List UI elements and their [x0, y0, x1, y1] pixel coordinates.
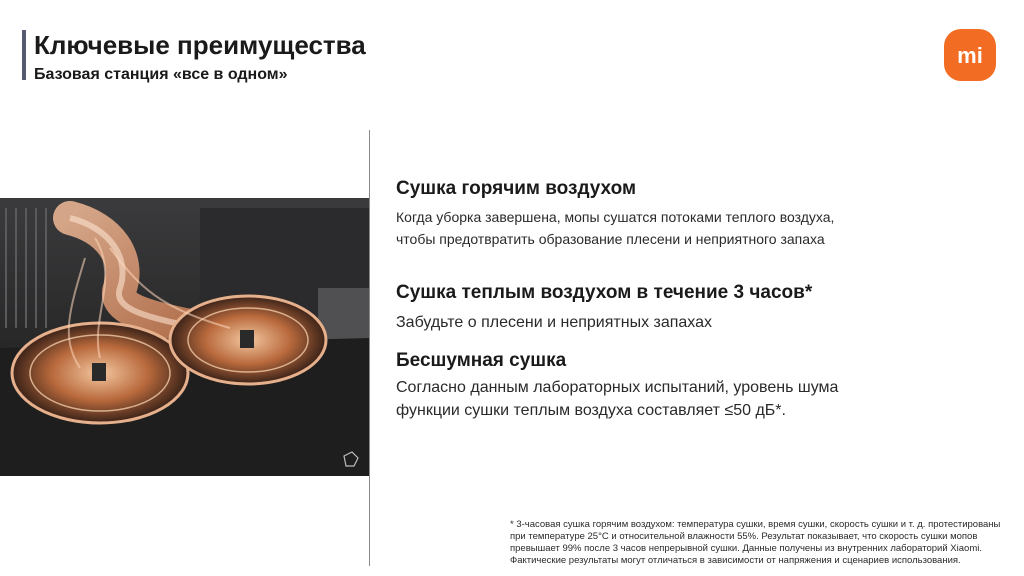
feature-silent-drying: [396, 348, 996, 422]
footnote: * 3-часовая сушка горячим воздухом: температура сушки, время сушки, скорость сушки и т. д. протестированы при температуре 25°C и относительной влажности 55%. Результат показывает, что скорость сушки мопов превышает 99% после 3 часов непрерывной сушки. Данные получены из внутренних лабораторий Xiaomi. Фактические результаты могут отличаться в зависимости от напряжения и сценариев использования.: [510, 519, 1001, 566]
feature-description: Согласно данным лабораторных испытаний, уровень шума функции сушки теплым воздуха составляет ≤50 дБ*.: [396, 379, 839, 419]
page-subtitle: Базовая станция «все в одном»: [34, 66, 288, 83]
feature-description: Когда уборка завершена, мопы сушатся потоками теплого воздуха, чтобы предотвратить образование плесени и неприятного запаха: [396, 209, 835, 247]
feature-three-hour-drying: [396, 280, 996, 334]
feature-hot-air-drying: [396, 176, 996, 250]
features-list: [396, 176, 996, 422]
mi-logo-icon: [944, 29, 996, 81]
product-image: [0, 198, 369, 476]
feature-description: Забудьте о плесени и неприятных запахах: [396, 314, 713, 331]
mi-logo-text: mi: [957, 43, 983, 68]
vertical-divider: [369, 130, 370, 566]
feature-title: Бесшумная сушка: [396, 350, 567, 371]
feature-title: Сушка теплым воздухом в течение 3 часов*: [396, 282, 813, 303]
page-title: Ключевые преимущества: [34, 30, 366, 60]
feature-title: Сушка горячим воздухом: [396, 178, 637, 199]
title-accent-bar: [22, 30, 26, 80]
